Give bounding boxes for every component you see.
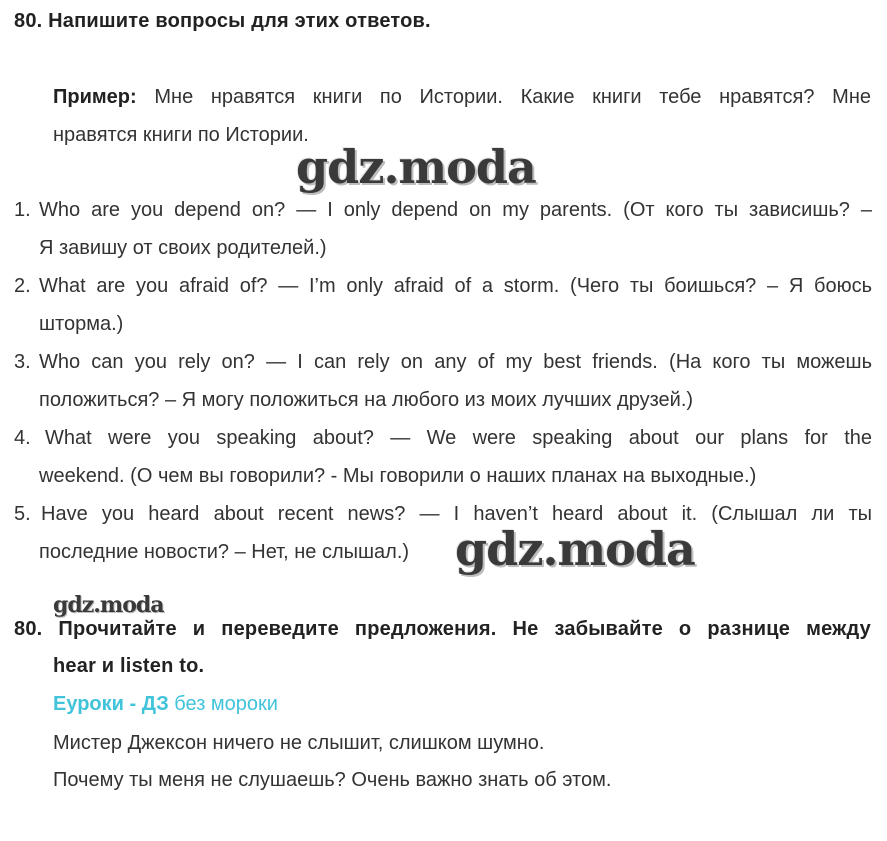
answer-number: 4.	[14, 427, 31, 449]
brand-slogan: без мороки	[168, 693, 278, 715]
answer-number: 5.	[14, 503, 31, 525]
answer-line-1: What were you speaking about? — We were speaking about our plans for the	[45, 427, 872, 449]
sentence-1: Мистер Джексон ничего не слышит, слишком шумно.	[53, 732, 545, 754]
answer-line-2: Я завишу от своих родителей.)	[39, 237, 327, 259]
watermark-middle: gdz.moda	[455, 522, 695, 576]
answer-line-2: шторма.)	[39, 313, 124, 335]
answer-line-2: weekend. (О чем вы говорили? - Мы говорили о наших планах на выходные.)	[39, 465, 757, 487]
brand-link[interactable]	[53, 693, 278, 716]
brand-name: Еуроки - ДЗ	[53, 693, 169, 715]
example-line-1	[53, 86, 871, 109]
answer-line-1: Who can you rely on? — I can rely on any of my best friends. (На кого ты можешь	[39, 351, 872, 373]
exercise-heading-2: 80. Прочитайте и переведите предложения. Не забывайте о разнице между	[14, 618, 871, 640]
watermark-top: gdz.moda	[296, 140, 536, 194]
example-text: Мне нравятся книги по Истории. Какие книги тебе нравятся? Мне	[154, 86, 871, 108]
answer-number: 2.	[14, 275, 31, 297]
exercise-heading-2-cont: hear и listen to.	[53, 655, 205, 677]
exercise-heading: 80. Напишите вопросы для этих ответов.	[14, 10, 431, 32]
answer-line-2: последние новости? – Нет, не слышал.)	[39, 541, 410, 563]
sentence-2: Почему ты меня не слушаешь? Очень важно знать об этом.	[53, 769, 612, 791]
answer-line-1: Who are you depend on? — I only depend on my parents. (От кого ты зависишь? –	[39, 199, 872, 221]
answer-line-1: What are you afraid of? — I’m only afraid of a storm. (Чего ты боишься? – Я боюсь	[39, 275, 872, 297]
watermark-small: gdz.moda	[53, 592, 164, 618]
answer-line-1: Have you heard about recent news? — I haven’t heard about it. (Слышал ли ты	[41, 503, 872, 525]
answer-number: 1.	[14, 199, 31, 221]
answer-number: 3.	[14, 351, 31, 373]
answer-line-2: положиться? – Я могу положиться на любого из моих лучших друзей.)	[39, 389, 694, 411]
example-line-2: нравятся книги по Истории.	[53, 124, 309, 146]
example-label: Пример:	[53, 86, 137, 108]
